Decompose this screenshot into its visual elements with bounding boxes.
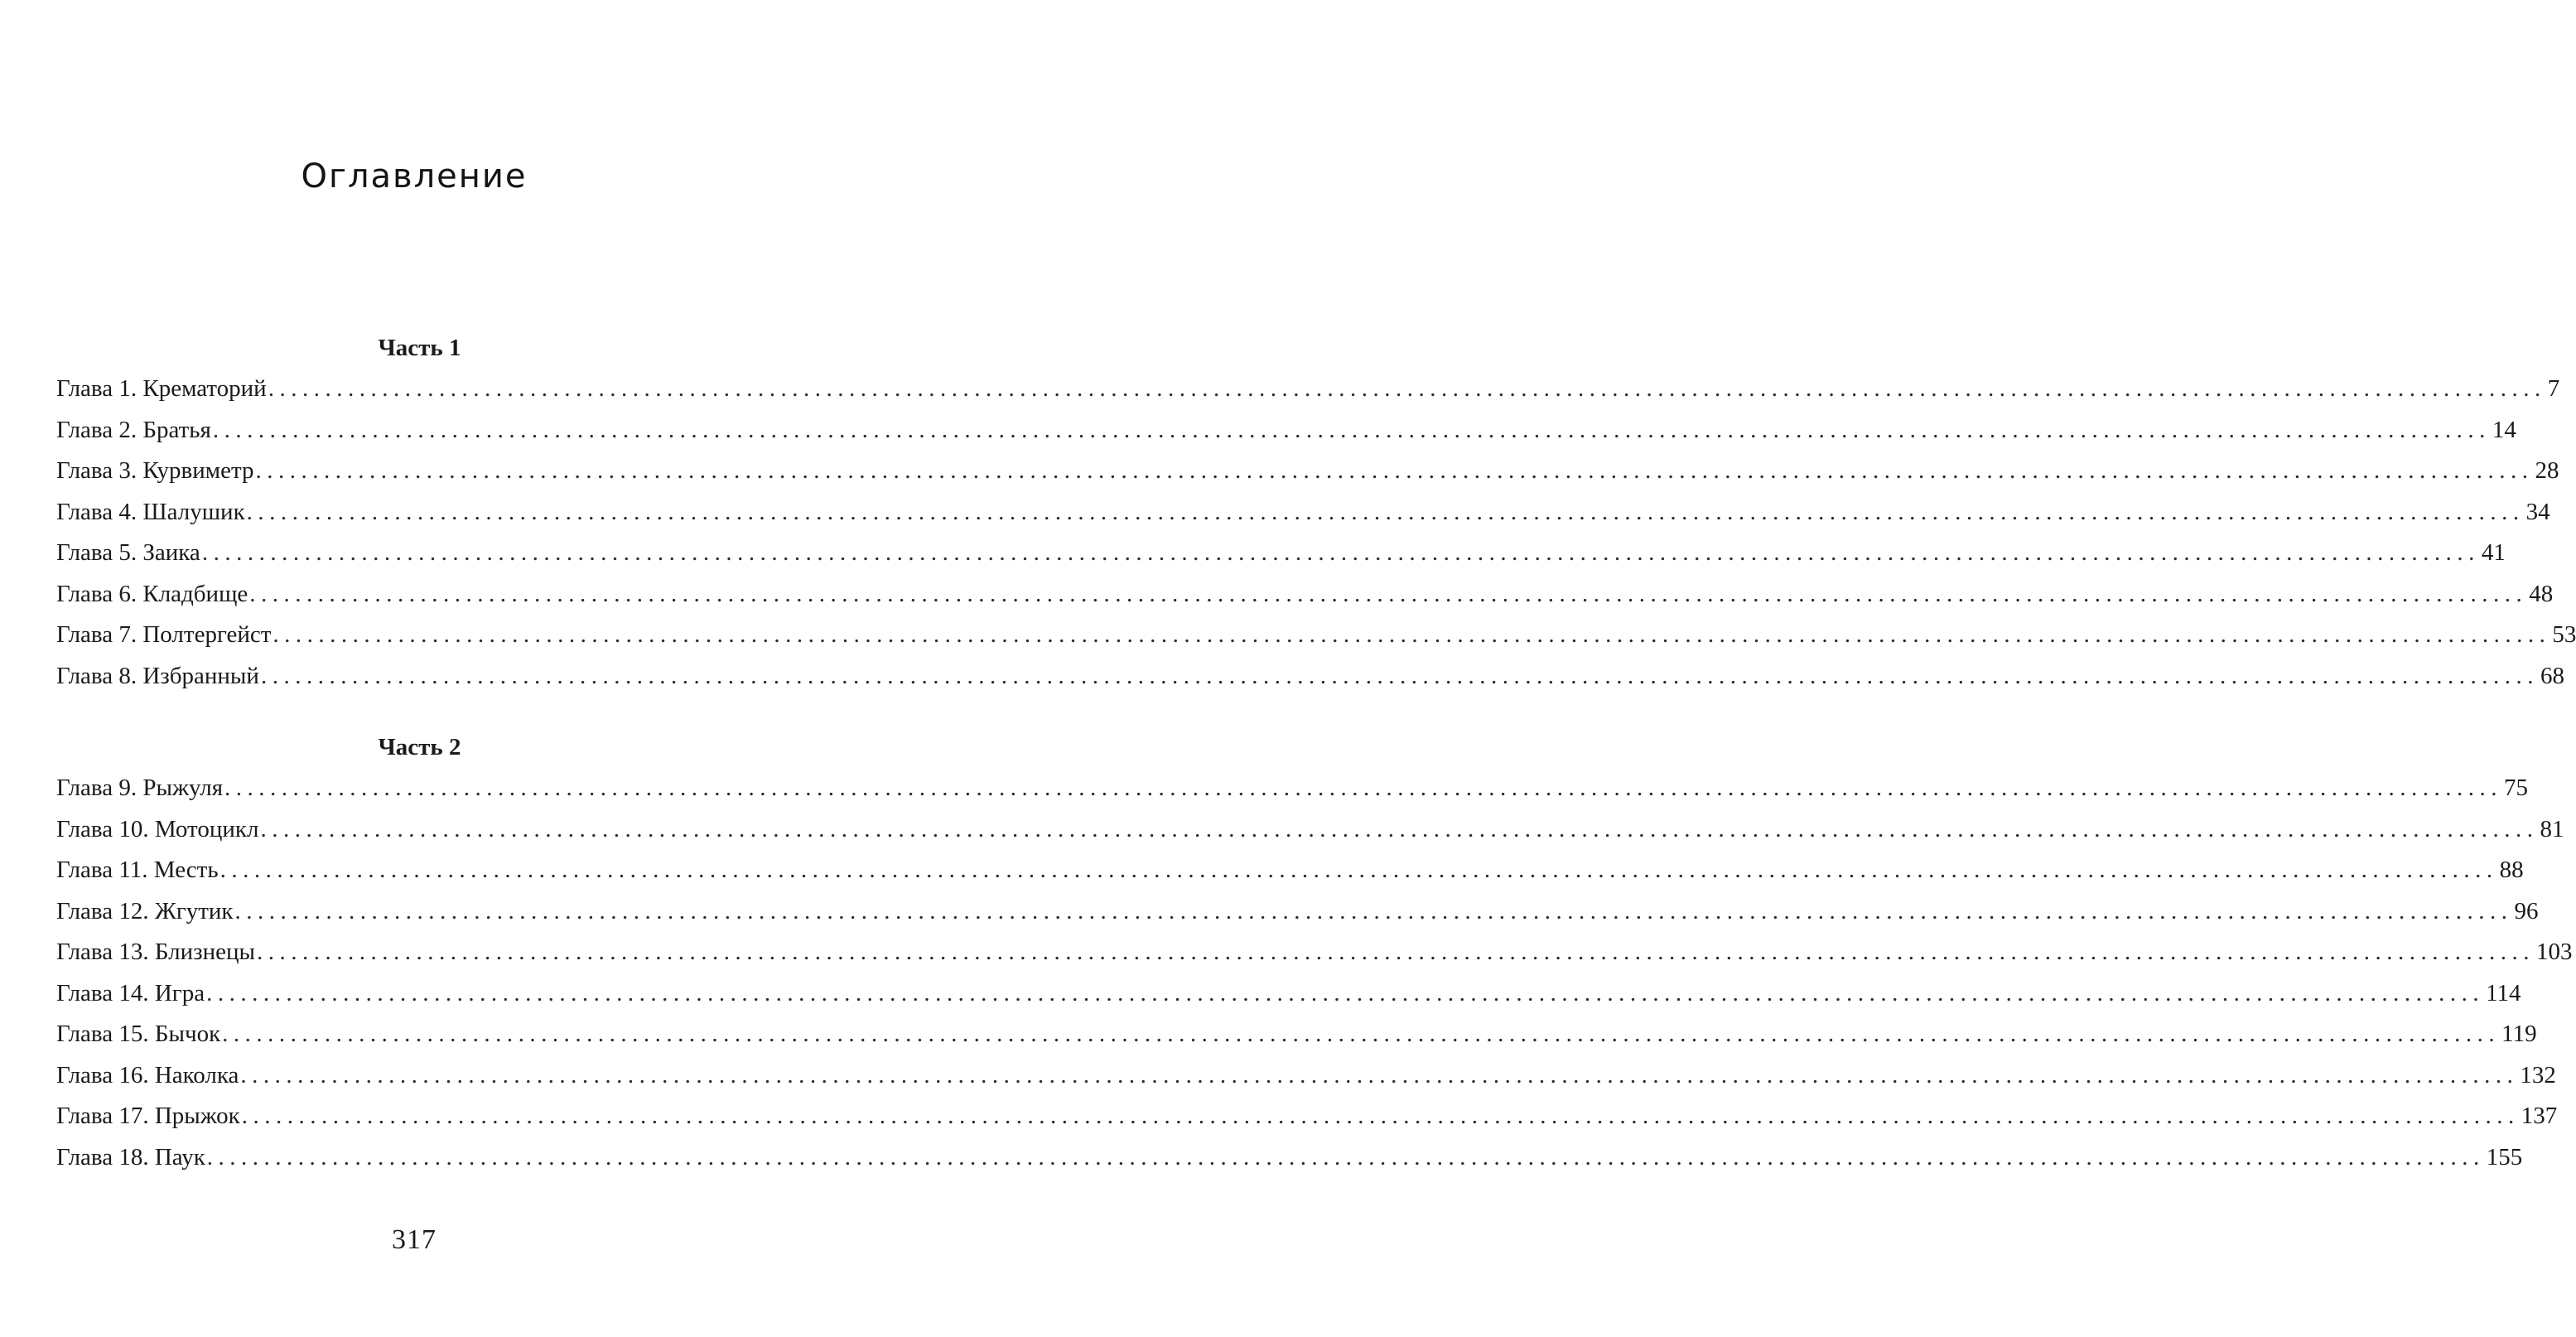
chapter-page: 7	[2547, 375, 2560, 402]
chapter-page: 96	[2514, 897, 2539, 924]
toc-entry[interactable]	[56, 809, 2564, 851]
dot-leader: ........................................................................................................................................................................................................	[222, 1021, 2501, 1047]
dot-leader: ........................................................................................................................................................................................................	[268, 375, 2546, 402]
chapter-page: 137	[2521, 1103, 2558, 1129]
toc-entry[interactable]	[56, 768, 2529, 809]
toc-entry[interactable]	[56, 973, 2521, 1015]
dot-leader: ........................................................................................................................................................................................................	[234, 897, 2513, 924]
chapter-page: 41	[2481, 539, 2506, 566]
chapter-title: Глава 16. Наколка	[56, 1061, 239, 1088]
chapter-title: Глава 11. Месть	[56, 857, 219, 883]
toc-entry[interactable]	[56, 656, 2564, 697]
dot-leader: ........................................................................................................................................................................................................	[260, 815, 2539, 842]
chapter-title: Глава 4. Шалушик	[56, 498, 245, 525]
toc-entry[interactable]	[56, 492, 2550, 533]
part-2	[56, 726, 2573, 1178]
page-title: Оглавление	[301, 157, 528, 195]
chapter-title: Глава 6. Кладбище	[56, 580, 248, 607]
chapter-page: 81	[2540, 815, 2564, 842]
toc-entry[interactable]	[56, 1096, 2558, 1137]
page-number: 317	[392, 1224, 437, 1255]
dot-leader: ........................................................................................................................................................................................................	[224, 775, 2503, 801]
dot-leader: ........................................................................................................................................................................................................	[255, 457, 2534, 484]
chapter-page: 68	[2540, 662, 2564, 689]
toc-entry[interactable]	[56, 369, 2560, 410]
toc-entry[interactable]	[56, 615, 2576, 656]
dot-leader: ........................................................................................................................................................................................................	[256, 939, 2535, 965]
dot-leader: ........................................................................................................................................................................................................	[201, 539, 2480, 566]
chapter-title: Глава 12. Жгутик	[56, 897, 234, 924]
chapter-page: 34	[2525, 498, 2550, 525]
toc-entry[interactable]	[56, 891, 2539, 933]
toc-entry[interactable]	[56, 451, 2559, 492]
chapter-title: Глава 14. Игра	[56, 979, 205, 1006]
chapter-list	[56, 768, 2573, 1178]
chapter-page: 114	[2486, 979, 2521, 1006]
chapter-title: Глава 3. Курвиметр	[56, 457, 254, 484]
chapter-title: Глава 7. Полтергейст	[56, 621, 272, 648]
toc-entry[interactable]	[56, 574, 2554, 615]
chapter-title: Глава 8. Избранный	[56, 662, 259, 689]
chapter-list	[56, 369, 2576, 697]
chapter-title: Глава 17. Прыжок	[56, 1103, 240, 1129]
part-1	[56, 327, 2576, 697]
part-heading: Часть 1	[378, 335, 461, 361]
chapter-page: 132	[2520, 1061, 2556, 1088]
dot-leader: ........................................................................................................................................................................................................	[240, 1061, 2519, 1088]
toc-entry[interactable]	[56, 850, 2524, 891]
dot-leader: ........................................................................................................................................................................................................	[212, 416, 2491, 443]
chapter-page: 103	[2535, 939, 2573, 965]
chapter-page: 75	[2504, 775, 2529, 801]
dot-leader: ........................................................................................................................................................................................................	[206, 1143, 2485, 1170]
chapter-title: Глава 18. Паук	[56, 1143, 205, 1170]
dot-leader: ........................................................................................................................................................................................................	[273, 621, 2551, 648]
chapter-page: 88	[2499, 857, 2524, 883]
chapter-title: Глава 15. Бычок	[56, 1021, 221, 1047]
chapter-page: 14	[2492, 416, 2516, 443]
chapter-title: Глава 1. Крематорий	[56, 375, 267, 402]
toc-entry[interactable]	[56, 1014, 2537, 1055]
toc-entry[interactable]	[56, 1137, 2523, 1179]
chapter-page: 48	[2529, 580, 2554, 607]
chapter-page: 28	[2535, 457, 2559, 484]
toc-entry[interactable]	[56, 410, 2516, 451]
toc-entry[interactable]	[56, 932, 2573, 973]
chapter-title: Глава 9. Рыжуля	[56, 775, 224, 801]
chapter-page: 53	[2552, 621, 2576, 648]
dot-leader: ........................................................................................................................................................................................................	[206, 979, 2485, 1006]
toc-entry[interactable]	[56, 1055, 2556, 1097]
chapter-title: Глава 13. Близнецы	[56, 939, 255, 965]
part-heading: Часть 2	[378, 734, 461, 760]
chapter-title: Глава 2. Братья	[56, 416, 211, 443]
dot-leader: ........................................................................................................................................................................................................	[246, 498, 2525, 525]
toc-entry[interactable]	[56, 533, 2506, 574]
chapter-page: 119	[2501, 1021, 2537, 1047]
chapter-title: Глава 10. Мотоцикл	[56, 815, 259, 842]
dot-leader: ........................................................................................................................................................................................................	[219, 857, 2498, 883]
chapter-title: Глава 5. Заика	[56, 539, 200, 566]
dot-leader: ........................................................................................................................................................................................................	[249, 580, 2528, 607]
chapter-page: 155	[2486, 1143, 2523, 1170]
dot-leader: ........................................................................................................................................................................................................	[241, 1103, 2520, 1129]
dot-leader: ........................................................................................................................................................................................................	[260, 662, 2539, 689]
